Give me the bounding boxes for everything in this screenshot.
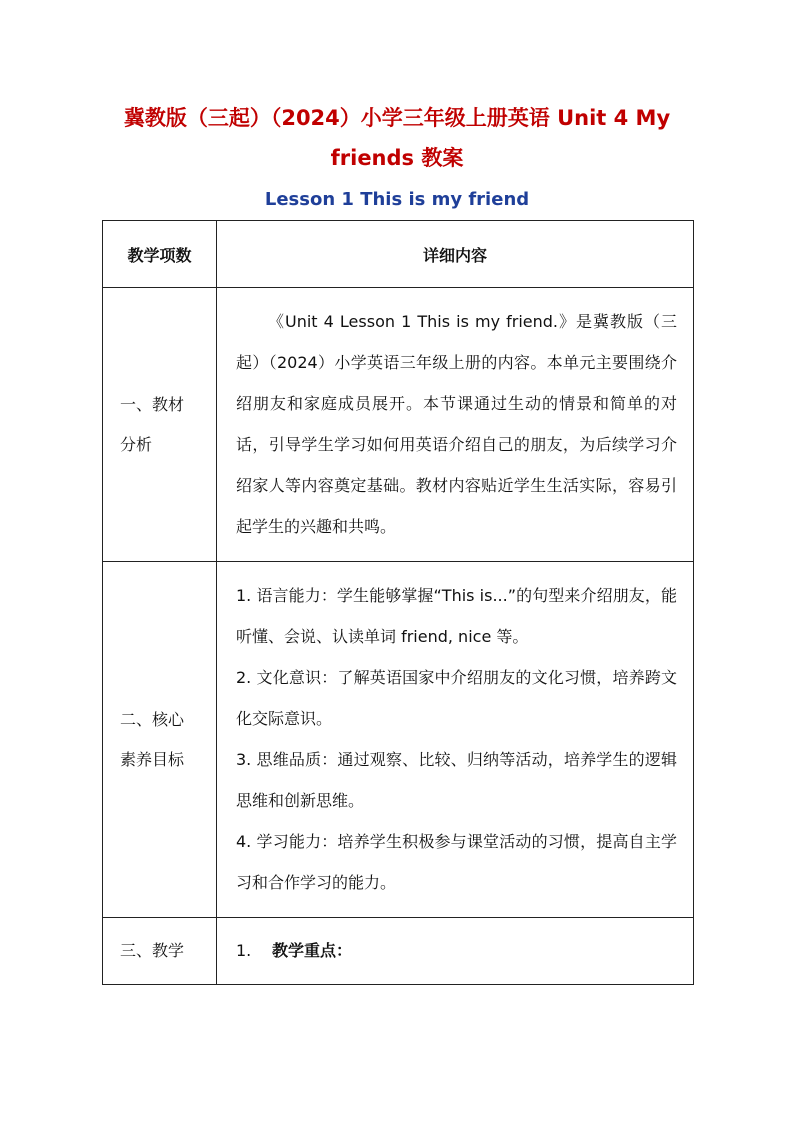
table-row-teaching	[103, 918, 694, 985]
row-label-textbook-analysis	[103, 288, 217, 562]
row-label-line: 素养目标	[120, 749, 185, 769]
title-line-1: 冀教版（三起）（2024）小学三年级上册英语 Unit 4 My	[123, 106, 671, 130]
row-label-line: 一、教材	[120, 394, 185, 414]
teaching-focus-item	[236, 930, 677, 971]
row-label-line: 分析	[120, 434, 153, 454]
table-header-row	[103, 221, 694, 288]
goal-learning-ability: 4. 学习能力：培养学生积极参与课堂活动的习惯，提高自主学习和合作学习的能力。	[236, 832, 677, 892]
row-label-line: 二、核心	[120, 709, 185, 729]
item-number: 1.	[236, 941, 252, 960]
title-line-2: friends 教案	[330, 146, 464, 170]
row-label-core-literacy-goals	[103, 562, 217, 918]
row-label-teaching: 三、教学	[103, 918, 217, 985]
goal-cultural-awareness: 2. 文化意识：了解英语国家中介绍朋友的文化习惯，培养跨文化交际意识。	[236, 668, 677, 728]
goal-language-ability: 1. 语言能力：学生能够掌握“This is...”的句型来介绍朋友，能听懂、会说、认读单词 friend, nice 等。	[236, 586, 677, 646]
document-title	[0, 98, 794, 178]
header-detailed-content: 详细内容	[217, 221, 694, 288]
header-teaching-items: 教学项数	[103, 221, 217, 288]
row-content-textbook-analysis	[217, 288, 694, 562]
row-content-core-literacy-goals	[217, 562, 694, 918]
goal-thinking-quality: 3. 思维品质：通过观察、比较、归纳等活动，培养学生的逻辑思维和创新思维。	[236, 750, 677, 810]
table-row-textbook-analysis	[103, 288, 694, 562]
lesson-plan-table	[102, 220, 694, 985]
teaching-focus-label: 教学重点：	[272, 941, 353, 960]
row-content-teaching	[217, 918, 694, 985]
lesson-subtitle: Lesson 1 This is my friend	[264, 189, 530, 210]
table-row-core-literacy-goals	[103, 562, 694, 918]
content-paragraph: 《Unit 4 Lesson 1 This is my friend.》是冀教版（三起）（2024）小学英语三年级上册的内容。本单元主要围绕介绍朋友和家庭成员展开。本节课通过生动的情景和简单的对话，引导学生学习如何用英语介绍自己的朋友，为后续学习介绍家人等内容奠定基础。教材内容贴近学生生活实际，容易引起学生的兴趣和共鸣。	[236, 312, 677, 536]
